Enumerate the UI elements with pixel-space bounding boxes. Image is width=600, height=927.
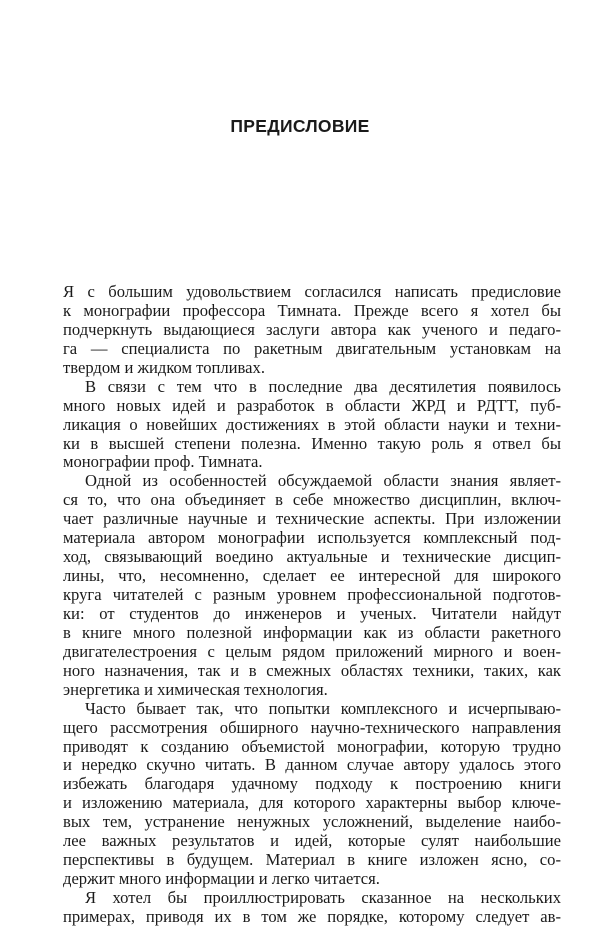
text-line: Я хотел бы проиллюстрировать сказанное на нескольких (85, 888, 561, 907)
text-line: перспективы в будущем. Материал в книге изложен ясно, со- (63, 850, 561, 870)
text-line: лины, что, несомненно, сделает ее интересной для широкого (63, 566, 561, 586)
text-line: двигателестроения с целым рядом приложений мирного и воен- (63, 641, 561, 661)
text-line: ликация о новейших достижениях в этой области науки и техни- (63, 414, 561, 434)
text-line: чает различные научные и технические аспекты. При изложении (63, 509, 561, 529)
text-line: избежать благодаря удачному подходу к построению книги (63, 774, 561, 794)
text-line: ход, связывающий воедино актуальные и технические дисцип- (63, 547, 561, 567)
text-line: твердом и жидком топливах. (63, 357, 265, 377)
text-line: круга читателей с разным уровнем профессиональной подготов- (63, 585, 561, 604)
text-line: ного назначения, так и в смежных областях техники, таких, как (63, 660, 561, 680)
text-line: держит много информации и легко читается. (63, 869, 380, 889)
text-line: приводят к созданию объемистой монографии, которую трудно (63, 736, 561, 756)
text-line: в книге много полезной информации как из области ракетного (63, 622, 561, 642)
text-line: вых тем, устранение ненужных усложнений, выделение наибо- (63, 812, 561, 832)
text-line: В связи с тем что в последние два десятилетия появилось (85, 376, 561, 396)
text-line: к монографии профессора Тимната. Прежде всего я хотел бы (63, 300, 561, 320)
text-line: монографии проф. Тимната. (63, 452, 263, 472)
text-line: ки: от студентов до инженеров и ученых. Читатели найдут (63, 603, 561, 623)
text-line: ки в высшей степени полезна. Именно такую роль я отвел бы (63, 433, 561, 453)
text-line: Одной из особенностей обсуждаемой области знания являет- (85, 471, 561, 491)
text-line: щего рассмотрения обширного научно-технического направления (63, 717, 561, 737)
text-line: материала автором монографии используется комплексный под- (63, 528, 561, 548)
text-line: много новых идей и разработок в области ЖРД и РДТТ, пуб- (63, 395, 561, 415)
text-line: и нередко скучно читать. В данном случае автору удалось этого (63, 755, 561, 775)
text-line: лее важных результатов и идей, которые сулят наибольшие (63, 831, 561, 851)
body-text (63, 283, 561, 927)
text-line: примерах, приводя их в том же порядке, которому следует ав- (63, 906, 561, 926)
text-line: Часто бывает так, что попытки комплексного и исчерпываю- (85, 698, 561, 718)
text-line: га — специалиста по ракетным двигательным установкам на (63, 338, 561, 358)
text-line: и изложению материала, для которого характерны выбор ключе- (63, 793, 561, 813)
text-line: ся то, что она объединяет в себе множество дисциплин, включ- (63, 490, 561, 510)
text-line: энергетика и химическая технология. (63, 679, 328, 699)
text-line: Я с большим удовольствием согласился написать предисловие (63, 282, 561, 301)
text-line: подчеркнуть выдающиеся заслуги автора как ученого и педаго- (63, 319, 561, 339)
page-title: ПРЕДИСЛОВИЕ (230, 116, 370, 136)
